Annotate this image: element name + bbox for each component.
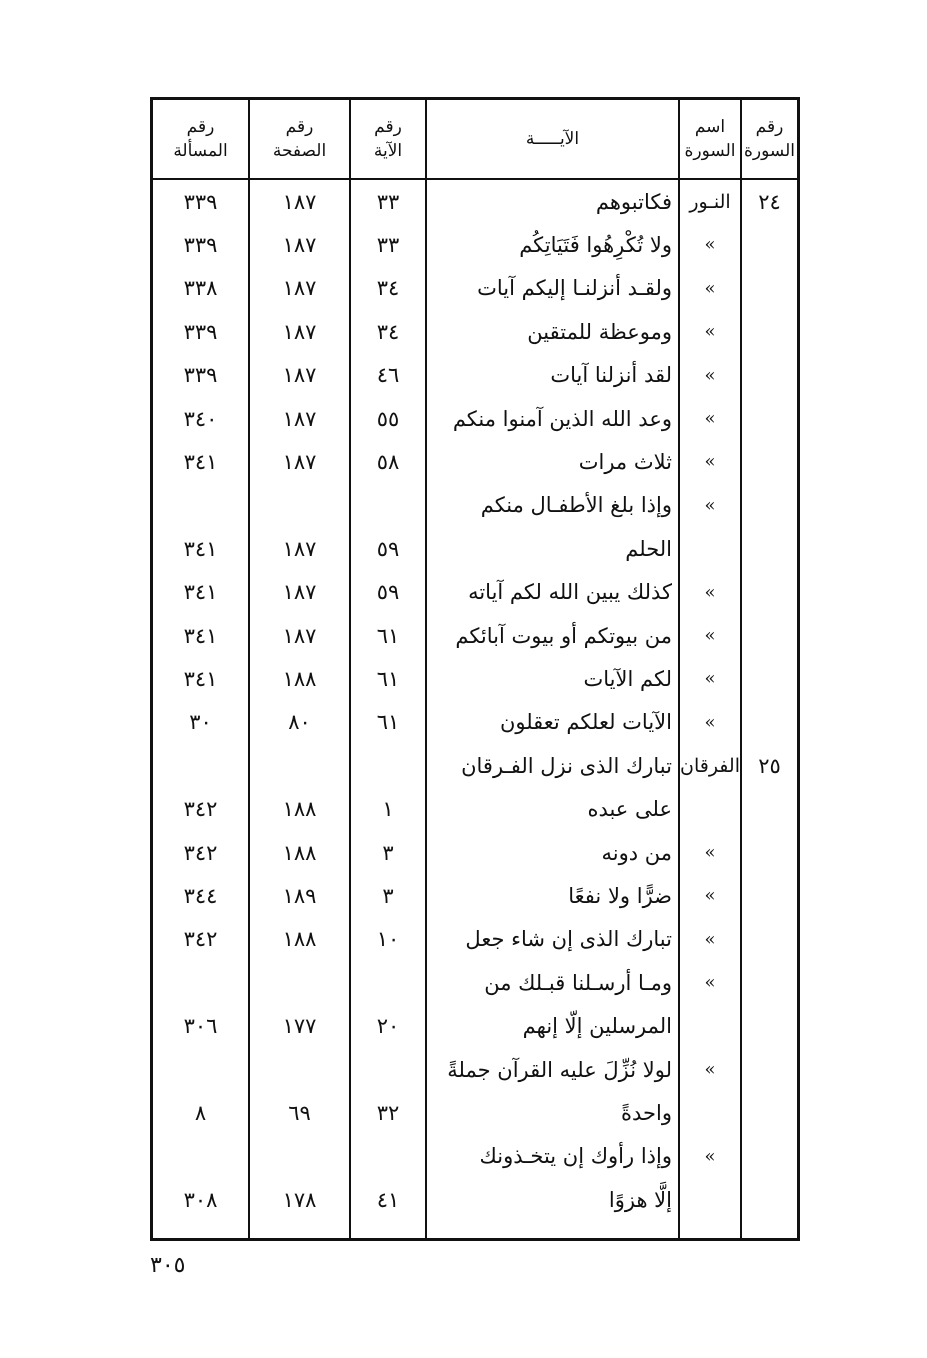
page-number-cell: ١٨٧ (282, 536, 317, 561)
page-number-cell: ١٨٧ (282, 232, 317, 257)
issue-number-cell: ٣٠ (189, 710, 212, 735)
page-number-cell: ١٨٨ (282, 840, 317, 865)
page-number-cell: ١٨٧ (282, 276, 317, 301)
header-ayah-number: رقم الآية (373, 117, 403, 161)
table-row (153, 527, 797, 570)
page-number-cell (250, 961, 349, 1004)
ayah-text-cell: وموعظة للمتقين (527, 319, 672, 344)
table-row (153, 614, 797, 657)
page-number-cell: ١٨٧ (282, 580, 317, 605)
page-number-cell: ٦٩ (288, 1100, 311, 1125)
surah-name-cell: » (704, 1059, 716, 1080)
table-row (153, 1091, 797, 1134)
ayah-number-cell: ٦١ (376, 666, 400, 691)
surah-number-cell (742, 397, 797, 440)
issue-number-cell: ٣٤٢ (183, 927, 218, 952)
surah-number-cell (742, 354, 797, 397)
issue-number-cell: ٣٤١ (183, 666, 218, 691)
surah-name-cell: » (704, 885, 716, 907)
surah-name-cell: » (704, 928, 716, 950)
surah-name-cell (680, 1005, 740, 1048)
page-number-cell (250, 1048, 349, 1091)
table-row (153, 1005, 797, 1048)
issue-number-cell: ٣٤١ (183, 536, 218, 561)
issue-number-cell: ٣٤٢ (183, 840, 218, 865)
ayah-number-cell (351, 484, 425, 527)
issue-number-cell: ٣٠٦ (183, 1014, 218, 1039)
ayah-number-cell (351, 1048, 425, 1091)
issue-number-cell: ٣٤١ (183, 580, 218, 605)
surah-name-cell: » (704, 1145, 716, 1167)
surah-number-cell (742, 1135, 797, 1178)
surah-name-cell (680, 527, 740, 570)
surah-name-cell: » (704, 972, 716, 994)
ayah-number-cell: ١ (382, 797, 394, 822)
ayah-text-cell: لكم الآيات (583, 666, 672, 691)
page-number-cell: ١٨٧ (282, 363, 317, 388)
ayah-text-cell: وإذا بلغ الأطفـال منكم (480, 493, 672, 518)
table-row (153, 484, 797, 527)
table-row (153, 1135, 797, 1178)
issue-number-cell: ٣٣٩ (183, 319, 218, 344)
ayah-number-cell: ٦١ (376, 623, 400, 648)
page-number-cell: ١٧٨ (282, 1187, 317, 1212)
table-row (153, 1178, 797, 1221)
ayah-text-cell: من دونه (601, 840, 672, 865)
ayah-number-cell: ٥٥ (376, 406, 400, 431)
surah-name-cell: » (704, 625, 716, 646)
surah-number-cell (742, 267, 797, 310)
ayah-text-cell: إلَّا هزوًا (608, 1187, 672, 1212)
ayah-text-cell: كذلك يبين الله لكم آياته (468, 580, 672, 605)
ayah-text-cell: ولقـد أنزلنـا إليكم آيات (477, 276, 672, 301)
ayah-text-cell: ولا تُكْرِهُوا فَتَيَاتِكُم (519, 232, 672, 257)
table-row (153, 744, 797, 787)
table-row (153, 354, 797, 397)
surah-number-cell (742, 1048, 797, 1091)
table-row (153, 180, 797, 223)
ayah-number-cell: ٦١ (376, 710, 400, 735)
surah-number-cell (742, 440, 797, 483)
ayah-text-cell: ثلاث مرات (578, 449, 672, 474)
surah-name-cell: » (704, 364, 716, 386)
table-row (153, 788, 797, 831)
ayah-number-cell (351, 744, 425, 787)
ayah-number-cell: ٥٩ (376, 580, 400, 605)
table-row (153, 223, 797, 266)
page-number-cell: ١٨٩ (282, 883, 317, 908)
ayah-number-cell: ٣٣ (376, 232, 400, 257)
page-number-cell: ١٨٨ (282, 666, 317, 691)
table-row (153, 1048, 797, 1091)
ayah-text-cell: من بيوتكم أو بيوت آبائكم (455, 623, 672, 648)
issue-number-cell: ٨ (194, 1100, 207, 1125)
issue-number-cell: ٣٤١ (183, 449, 218, 474)
header-page-number: رقم الصفحة (272, 117, 327, 161)
surah-name-cell: الفرقان (680, 754, 740, 777)
surah-name-cell (680, 1178, 740, 1221)
page-number-cell: ١٨٧ (282, 189, 317, 214)
surah-name-cell: » (704, 408, 716, 429)
surah-name-cell: » (704, 581, 716, 603)
surah-number-cell (742, 831, 797, 874)
ayah-number-cell: ٥٨ (376, 449, 400, 474)
table-row (153, 267, 797, 310)
table-row (153, 701, 797, 744)
page-number-cell: ١٨٧ (282, 319, 317, 344)
surah-number-cell (742, 657, 797, 700)
ayah-text-cell: تبارك الذى نزل الفـرقان (461, 753, 672, 778)
surah-number-cell (742, 571, 797, 614)
page-number-cell: ١٧٧ (282, 1014, 317, 1039)
issue-number-cell (153, 484, 248, 527)
ayah-text-cell: الآيات لعلكم تعقلون (499, 710, 672, 735)
ayah-number-cell: ٣٤ (376, 319, 400, 344)
ayah-number-cell (351, 961, 425, 1004)
surah-number-cell (742, 701, 797, 744)
ayah-text-cell: فكاتبوهم (595, 189, 672, 214)
page-number-cell (250, 484, 349, 527)
table-row (153, 310, 797, 353)
surah-number-cell: ٢٥ (758, 753, 781, 778)
header-surah-name: اسم السورة (684, 117, 736, 161)
ayah-text-cell: المرسلين إلّا إنهم (522, 1014, 672, 1039)
table-row (153, 961, 797, 1004)
table-row (153, 874, 797, 917)
surah-number-cell (742, 614, 797, 657)
ayah-text-cell: على عبده (587, 797, 672, 822)
surah-name-cell: النـور (689, 190, 731, 213)
ayah-text-cell: الحلم (625, 536, 672, 561)
ayah-text-cell: وعد الله الذين آمنوا منكم (452, 406, 672, 431)
surah-number-cell (742, 310, 797, 353)
page-number-cell: ١٨٨ (282, 927, 317, 952)
ayah-number-cell: ٤٦ (376, 363, 400, 388)
issue-number-cell: ٣٣٨ (183, 276, 218, 301)
page-number-cell: ٨٠ (288, 710, 311, 735)
ayah-text-cell: ضرًّا ولا نفعًا (568, 883, 672, 908)
table-row (153, 440, 797, 483)
surah-name-cell: » (704, 668, 716, 690)
issue-number-cell: ٣٣٩ (183, 363, 218, 388)
ayah-text-cell: واحدةً (621, 1100, 672, 1125)
surah-number-cell (742, 1005, 797, 1048)
issue-number-cell: ٣٣٩ (183, 189, 218, 214)
issue-number-cell (153, 744, 248, 787)
surah-number-cell (742, 1091, 797, 1134)
ayah-number-cell: ٣٤ (376, 276, 400, 301)
header-surah-number: رقم السورة (744, 117, 795, 161)
page-number: ٣٠٥ (150, 1253, 186, 1278)
ayah-number-cell: ٤١ (376, 1187, 400, 1212)
ayah-text-cell: لولا نُزِّلَ عليه القرآن جملةً (447, 1057, 672, 1082)
surah-name-cell: » (704, 321, 716, 343)
ayah-text-cell: وإذا رأوك إن يتخـذونك (479, 1144, 672, 1169)
surah-name-cell: » (704, 277, 716, 299)
table-row (153, 918, 797, 961)
surah-number-cell (742, 484, 797, 527)
surah-name-cell (680, 788, 740, 831)
ayah-text-cell: ومـا أرسـلنا قبـلك من (484, 970, 672, 995)
header-issue-number: رقم المسألة (173, 117, 228, 161)
surah-number-cell (742, 874, 797, 917)
issue-number-cell: ٣٣٩ (183, 232, 218, 257)
surah-name-cell: » (704, 451, 716, 473)
ayah-text-cell: لقد أنزلنا آيات (550, 363, 672, 388)
table-row (153, 657, 797, 700)
surah-name-cell: » (704, 711, 716, 733)
surah-number-cell: ٢٤ (758, 189, 781, 214)
issue-number-cell: ٣٤٢ (183, 797, 218, 822)
ayah-text-cell: تبارك الذى إن شاء جعل (465, 927, 672, 952)
ayah-number-cell: ٣٢ (376, 1100, 400, 1125)
ayah-number-cell (351, 1135, 425, 1178)
surah-name-cell: » (704, 842, 716, 863)
issue-number-cell: ٣٤٤ (183, 883, 218, 908)
page-number-cell: ١٨٧ (282, 449, 317, 474)
issue-number-cell (153, 1135, 248, 1178)
index-table (150, 97, 800, 1241)
issue-number-cell: ٣٠٨ (183, 1187, 218, 1212)
ayah-number-cell: ٣ (382, 840, 394, 865)
page-number-cell (250, 1135, 349, 1178)
issue-number-cell (153, 961, 248, 1004)
ayah-number-cell: ٣ (382, 883, 394, 908)
issue-number-cell: ٣٤١ (183, 623, 218, 648)
surah-number-cell (742, 788, 797, 831)
page-number-cell: ١٨٧ (282, 406, 317, 431)
table-header (153, 100, 797, 178)
page-number-cell (250, 744, 349, 787)
ayah-number-cell: ٣٣ (376, 189, 400, 214)
surah-number-cell (742, 1178, 797, 1221)
issue-number-cell: ٣٤٠ (183, 406, 218, 431)
table-row (153, 831, 797, 874)
surah-name-cell: » (704, 234, 716, 256)
page-number-cell: ١٨٧ (282, 623, 317, 648)
ayah-number-cell: ١٠ (376, 927, 400, 952)
surah-number-cell (742, 961, 797, 1004)
table-row (153, 571, 797, 614)
issue-number-cell (153, 1048, 248, 1091)
surah-number-cell (742, 223, 797, 266)
page-number-cell: ١٨٨ (282, 797, 317, 822)
ayah-number-cell: ٢٠ (376, 1014, 400, 1039)
table-row (153, 397, 797, 440)
ayah-number-cell: ٥٩ (376, 536, 400, 561)
surah-number-cell (742, 527, 797, 570)
surah-name-cell (680, 1091, 740, 1134)
header-ayah: الآيـــــة (525, 129, 580, 149)
surah-number-cell (742, 918, 797, 961)
surah-name-cell: » (704, 494, 716, 516)
